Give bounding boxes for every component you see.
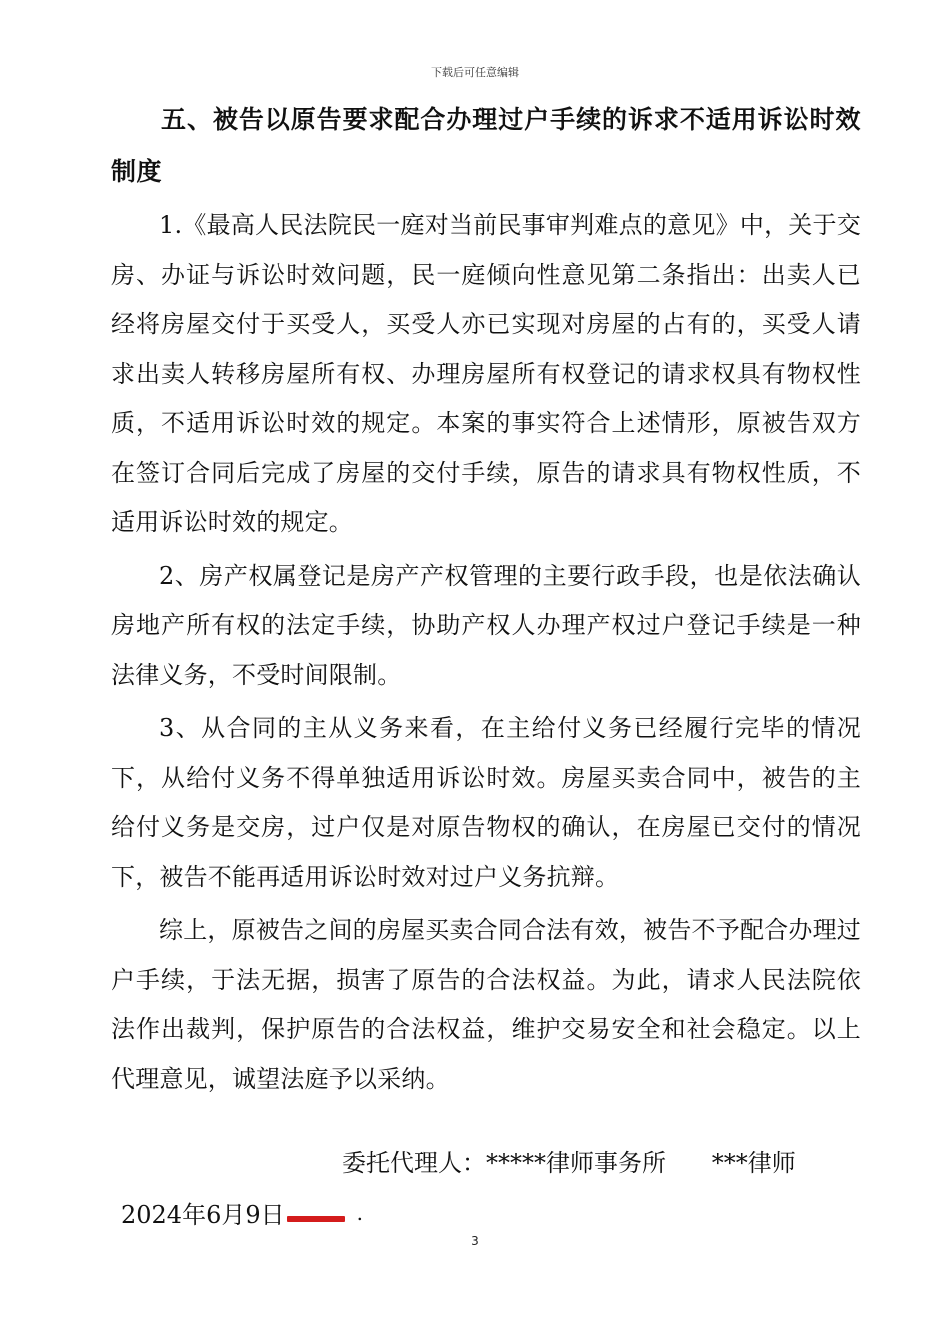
paragraph-conclusion: 综上，原被告之间的房屋买卖合同合法有效，被告不予配合办理过户手续，于法无据，损害了原告的合法权益。为此，请求人民法院依法作出裁判，保护原告的合法权益，维护交易安全和社会稳定。以上代理意见，诚望法庭予以采纳。 <box>111 916 861 1093</box>
header-note: 下载后可任意编辑 <box>431 66 519 79</box>
law-firm-name: *****律师事务所 <box>486 1149 666 1177</box>
trailing-dot: . <box>356 1200 363 1225</box>
signature-line <box>342 1143 796 1178</box>
paragraph-1: 1.《最高人民法院民一庭对当前民事审判难点的意见》中，关于交房、办证与诉讼时效问题，民一庭倾向性意见第二条指出：出卖人已经将房屋交付于买受人，买受人亦已实现对房屋的占有的，买受人请求出卖人转移房屋所有权、办理房屋所有权登记的请求权具有物权性质，不适用诉讼时效的规定。本案的事实符合上述情形，原被告双方在签订合同后完成了房屋的交付手续，原告的请求具有物权性质，不适用诉讼时效的规定。 <box>111 211 861 536</box>
date-line <box>121 1195 363 1230</box>
lawyer-name: ***律师 <box>711 1149 796 1177</box>
section-title: 五、被告以原告要求配合办理过户手续的诉求不适用诉讼时效制度 <box>111 105 861 186</box>
document-date: 2024年6月9日 <box>121 1201 285 1229</box>
red-underline-mark <box>287 1216 345 1222</box>
paragraph-3: 3、从合同的主从义务来看，在主给付义务已经履行完毕的情况下，从给付义务不得单独适用诉讼时效。房屋买卖合同中，被告的主给付义务是交房，过户仅是对原告物权的确认，在房屋已交付的情况下，被告不能再适用诉讼时效对过户义务抗辩。 <box>111 714 861 891</box>
signature-label: 委托代理人： <box>342 1149 486 1177</box>
paragraph-2: 2、房产权属登记是房产产权管理的主要行政手段，也是依法确认房地产所有权的法定手续，协助产权人办理产权过户登记手续是一种法律义务，不受时间限制。 <box>111 561 861 689</box>
document-body <box>111 94 861 1104</box>
page-number: 3 <box>471 1234 479 1248</box>
